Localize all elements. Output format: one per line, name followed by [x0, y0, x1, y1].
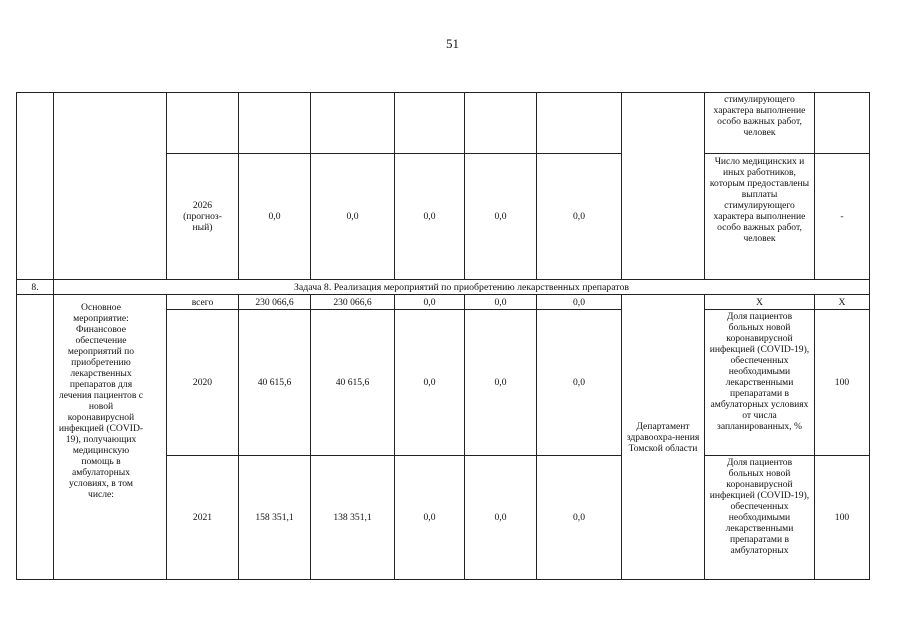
cell-value: 0,0 [465, 295, 537, 310]
cell-target: - [815, 154, 870, 280]
cell-period: всего [167, 295, 239, 310]
cell-indicator: X [705, 295, 815, 310]
cell-value: 0,0 [537, 456, 622, 580]
cell-value: 230 066,6 [311, 295, 395, 310]
table-row [17, 280, 870, 295]
program-table [16, 92, 870, 580]
measure-description [54, 295, 167, 580]
executor-text: Департамент здравоохра-нения Томской области [626, 420, 700, 454]
task-number: 8. [17, 280, 54, 295]
cell-value: 0,0 [395, 456, 465, 580]
cell-value: 0,0 [465, 456, 537, 580]
cell-executor [622, 295, 705, 580]
cell-period: 2020 [167, 310, 239, 456]
measure-text: Основное мероприятие: Финансовое обеспечение мероприятий по приобретению лекарственных препаратов для лечения пациентов с новой коронавирусной инфекцией (COVID-19), получающих медицинскую помощь в амбулаторных условиях, в том числе: [58, 302, 144, 500]
indicator-text: стимулирующего характера выполнение особо важных работ, человек [713, 94, 806, 138]
cell-value [537, 93, 622, 154]
table-row [17, 295, 870, 310]
cell-value: 0,0 [395, 310, 465, 456]
cell-period: 2026 (прогноз- ный) [167, 154, 239, 280]
cell-indicator [705, 93, 815, 154]
cell-value: 0,0 [537, 154, 622, 280]
cell-value: 0,0 [465, 310, 537, 456]
cell-executor [622, 93, 705, 280]
task-title: Задача 8. Реализация мероприятий по приобретению лекарственных препаратов [54, 280, 870, 295]
cell-value: 230 066,6 [239, 295, 311, 310]
cell-value [395, 93, 465, 154]
cell-value: 0,0 [537, 295, 622, 310]
cell-target: X [815, 295, 870, 310]
cell-period: 2021 [167, 456, 239, 580]
cell-indicator [705, 154, 815, 280]
cell-period [167, 93, 239, 154]
cell-target: 100 [815, 310, 870, 456]
cell-target: 100 [815, 456, 870, 580]
cell-value: 0,0 [537, 310, 622, 456]
cell-value: 0,0 [395, 295, 465, 310]
indicator-text: Доля пациентов больных новой коронавирусной инфекцией (COVID-19), обеспеченных необходимыми лекарственными препаратами в амбулаторных [709, 457, 810, 556]
indicator-text: Число медицинских и иных работников, которым предоставлены выплаты стимулирующего характера выполнение особо важных работ, человек [709, 155, 810, 244]
cell-num [17, 295, 54, 580]
cell-num [17, 93, 54, 280]
cell-indicator [705, 456, 815, 580]
cell-value: 158 351,1 [239, 456, 311, 580]
cell-value: 40 615,6 [311, 310, 395, 456]
cell-value: 0,0 [239, 154, 311, 280]
cell-indicator [705, 310, 815, 456]
page-number: 51 [446, 36, 459, 51]
table-row [17, 93, 870, 154]
cell-value [465, 93, 537, 154]
cell-value: 0,0 [311, 154, 395, 280]
cell-value [311, 93, 395, 154]
cell-value: 0,0 [395, 154, 465, 280]
indicator-text: Доля пациентов больных новой коронавирусной инфекцией (COVID-19), обеспеченных необходимыми лекарственными препаратами в амбулаторных условиях от числа запланированных, % [709, 311, 810, 432]
cell-value: 138 351,1 [311, 456, 395, 580]
cell-value [239, 93, 311, 154]
cell-value: 40 615,6 [239, 310, 311, 456]
cell-target [815, 93, 870, 154]
cell-value: 0,0 [465, 154, 537, 280]
cell-measure [54, 93, 167, 280]
